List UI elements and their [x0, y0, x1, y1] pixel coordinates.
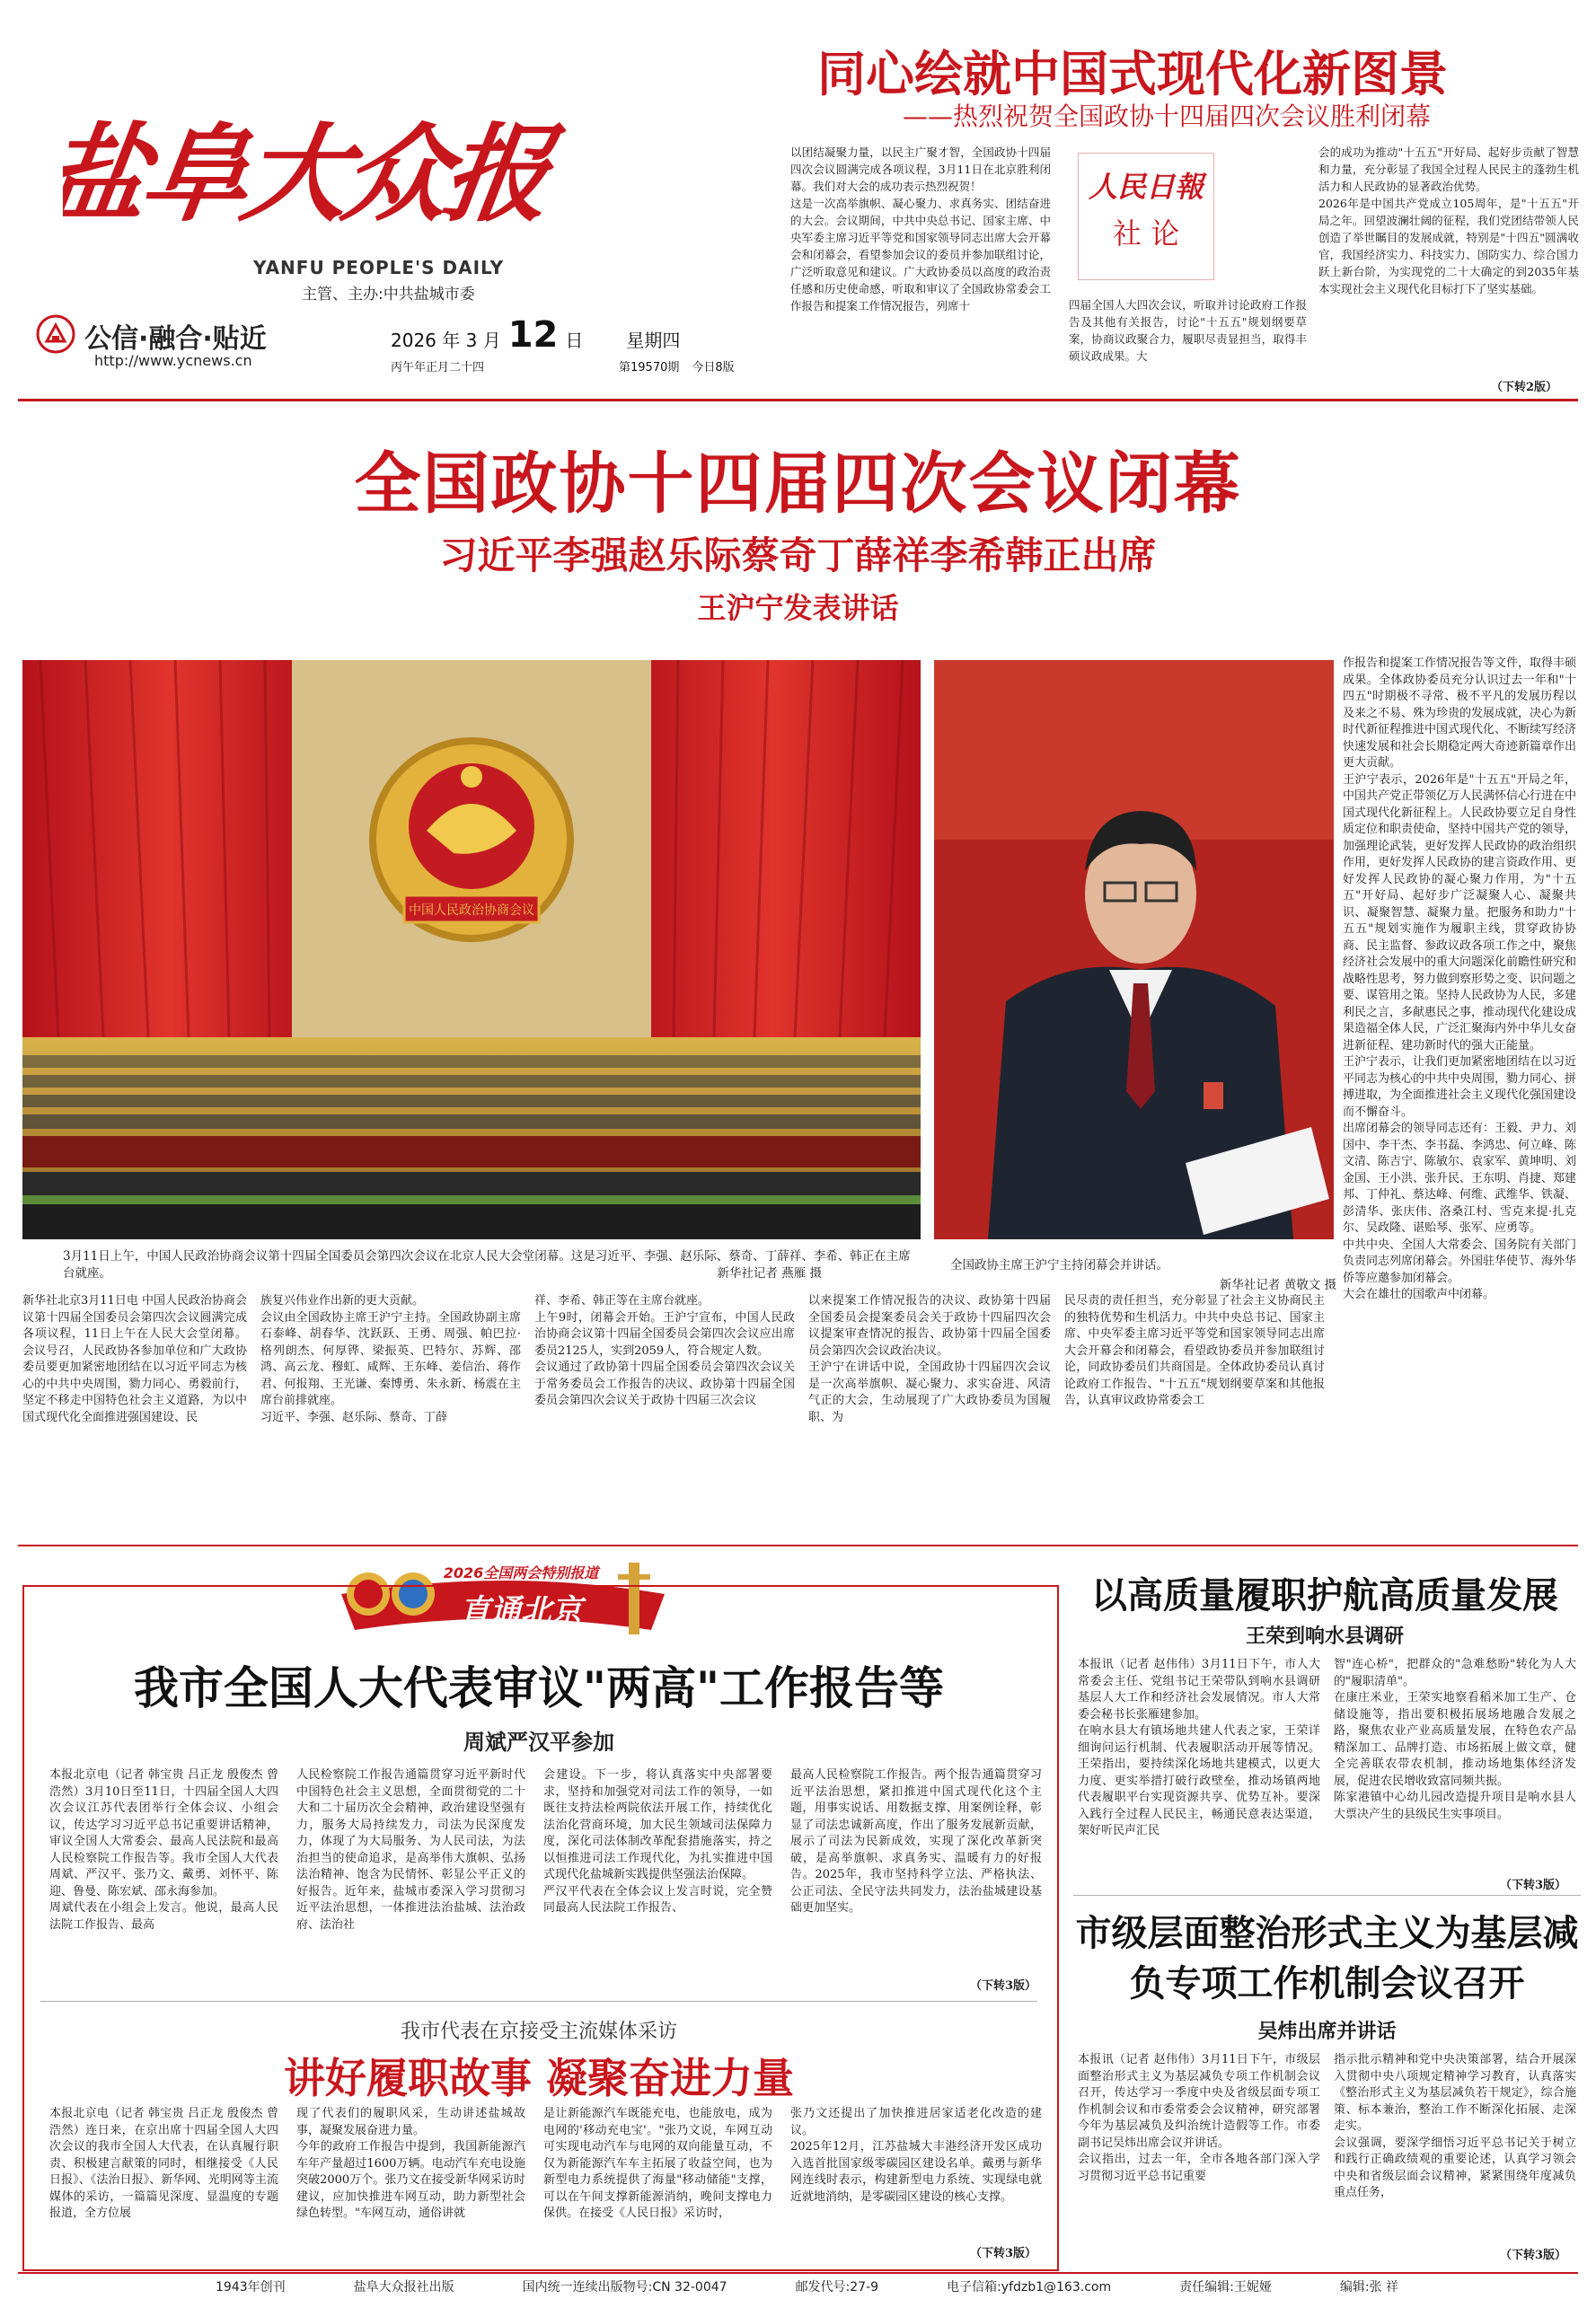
slogan-text: 公信·融合·贴近 — [84, 323, 267, 355]
special-report-headline: 我市全国人大代表审议"两高"工作报告等 — [133, 1662, 945, 1714]
main-story-column-5: 民尽责的责任担当，充分彰显了社会主义协商民主的独特优势和生机活力。中共中央总书记、国家主席、中央军委主席习近平等党和国家领导同志出席大会开幕会和闭幕会，看望政协委员并参加联组讨论，同政协委员们共商国是。全体政协委员认真讨论政府工作报告、"十五五"规划纲要草案和其他报告，认真审议政协常委会工 — [1064, 1294, 1325, 1407]
editorial-continued: （下转2版） — [1491, 381, 1558, 394]
date-suffix: 日 — [565, 330, 584, 351]
photo-wang-huning-speaking — [934, 660, 1334, 1239]
footer-divider — [18, 2272, 1578, 2274]
main-subhead-1: 习近平李强赵乐际蔡奇丁薛祥李希韩正出席 — [439, 533, 1157, 577]
interview-column-3: 是让新能源汽车既能充电，也能放电，成为电网的'移动充电宝'。"张乃文说，车网互动可实现电动汽车与电网的双向能量互动，不仅为新能源汽车车主拓展了收益空间，也为新型电力系统提供了海量"移动储能"支撑，可以在午间支撑新能源消纳，晚间支撑电力保供。在接受《人民日报》采访时， — [543, 2107, 772, 2220]
editorial-badge — [1078, 153, 1214, 280]
website-link[interactable]: http://www.ycnews.cn — [94, 352, 252, 369]
special-report-subhead: 周斌严汉平参加 — [463, 1730, 614, 1755]
editorial-badge-label: 社 论 — [1112, 216, 1180, 251]
slogan-block — [36, 314, 267, 357]
section-divider — [18, 1545, 1578, 1546]
photo1-credit: 新华社记者 燕雁 摄 — [717, 1266, 822, 1281]
special-report-column-2: 人民检察院工作报告通篇贯穿习近平新时代中国特色社会主义思想，全面贯彻党的二十大和二十届历次全会精神，政治建设坚强有力，服务大局持续发力，司法为民深度发力，体现了为大局服务、为人民司法，为法治担当的使命追求，是高举伟大旗帜、弘扬法治精神、饱含为民情怀、彰显公平正义的好报告。近年来，盐城市委深入学习贯彻习近平法治思想，一体推进法治盐城、法治政府、法治社 — [296, 1768, 525, 1932]
right-story1-subhead: 王荣到响水县调研 — [1245, 1625, 1404, 1648]
right-story1-column-2: 智"连心桥"，把群众的"急难愁盼"转化为人大的"履职清单"。 在康庄米业，王荣实地察看稻米加工生产、仓储设施等，指出要积极拓展场地融合发展之路，聚焦农业产业高质量发展，在特色农产品精深加工、品牌打造、市场拓展上做文章，健全完善联农带农机制，推动场地集体经济发展，促进农民增收致富同频共振。 陈家港镇中心幼儿园改造提升项目是响水县人大票决产生的县级民生实事项目。 — [1334, 1658, 1576, 1821]
banner-main-text: 直通北京 — [460, 1593, 582, 1629]
footer-editor: 责任编辑:王妮娅 — [1179, 2280, 1272, 2295]
interview-column-1: 本报北京电（记者 韩宝贵 吕正龙 殷俊杰 曾浩然）连日来，在京出席十四届全国人大四次会议的我市全国人大代表，在认真履行职责、积极建言献策的同时，相继接受《人民日报》、《法治日报》、新华网、光明网等主流媒体的采访，一篇篇见深度、显温度的专题报道，全方位展 — [49, 2107, 278, 2220]
footer-cn-number: 国内统一连续出版物号:CN 32-0047 — [522, 2280, 727, 2295]
footer-bar — [18, 2277, 1578, 2295]
footer-publisher: 盐阜大众报社出版 — [353, 2280, 454, 2295]
editorial-column-3: 会的成功为推动"十五五"开好局、起好步贡献了智慧和力量，充分彰显了我国全过程人民民主的蓬勃生机活力和人民政协的显著政治优势。 2026年是中国共产党成立105周年，是"十五五"开局之年。回望波澜壮阔的征程，我们党团结带领人民创造了举世瞩目的发展成就，特别是"十四五"圆满收官，我国经济实力、科技实力、国防实力、综合国力跃上新台阶，为实现党的二十大确定的到2035年基本实现社会主义现代化目标打下了坚实基础。 — [1318, 145, 1579, 295]
interview-column-4: 张乃文还提出了加快推进居家适老化改造的建议。 2025年12月，江苏盐城大丰港经济开发区成功入选首批国家级零碳园区建设名单。戴勇与新华网连线时表示，构建新型电力系统、实现绿电就近就地消纳，是零碳园区建设的核心支撑。 — [790, 2107, 1042, 2204]
right-story2-subhead: 吴炜出席并讲话 — [1257, 2021, 1397, 2043]
right-story1-headline: 以高质量履职护航高质量发展 — [1091, 1575, 1558, 1616]
date-prefix: 2026 年 3 月 — [391, 330, 501, 351]
weekday: 星期四 — [626, 330, 681, 351]
page-count: 今日8版 — [692, 361, 735, 374]
main-story-column-6: 作报告和提案工作情况报告等文件，取得丰硕成果。全体政协委员充分认识过去一年和"十四五"时期极不寻常、极不平凡的发展历程以及来之不易、殊为珍贵的发展成就，决心为新时代新征程推进中国式现代化、不断续写经济快速发展和社会长期稳定两大奇迹新篇章作出更大贡献。 王沪宁表示，2026年是"十五五"开局之年，中国共产党正带领亿万人民满怀信心行进在中国式现代化新征程上。人民政协要立足自身性质定位和职责使命，坚持中国共产党的领导，加强理论武装，更好发挥人民政协的政治组织作用，更好发挥人民政协的建言资政作用、更好发挥人民政协的凝心聚力作用，为"十五五"开好局、起好步广泛凝聚人心、凝聚共识、凝聚智慧、凝聚力量。把服务和助力"十五五"规划实施作为履职主线，贯穿政协协商、民主监督、参政议政各项工作之中，聚焦经济社会发展中的重大问题深化前瞻性研究和战略性思考，努力做到察形势之变、识问题之要、谋管用之策。坚持人民政协为人民，多建利民之言，多献惠民之事，推动现代化建设成果造福全体人民，广泛汇聚海内外中华儿女奋进新征程、建功新时代的强大正能量。 王沪宁表示，让我们更加紧密地团结在以习近平同志为核心的中共中央周围，勠力同心、拼搏进取，为全面推进社会主义现代化强国建设而不懈奋斗。 出席闭幕会的领导同志还有：王毅、尹力、刘国中、李干杰、李书磊、李鸿忠、何立峰、陈文清、陈吉宁、陈敏尔、袁家军、黄坤明、刘金国、王小洪、张升民、王东明、肖捷、郑建邦、丁仲礼、蔡达峰、何维、武维华、铁凝、彭清华、张庆伟、洛桑江村、雪克来提·扎克尔、吴政隆、谌贻琴、张军、应勇等。 中共中央、全国人大常委会、国务院有关部门负责同志列席闭幕会。外国驻华使节、海外华侨等应邀参加闭幕会。 大会在雄壮的国歌声中闭幕。 — [1343, 656, 1576, 1301]
main-story-column-1: 新华社北京3月11日电 中国人民政治协商会议第十四届全国委员会第四次会议圆满完成各项议程，11日上午在人民大会堂闭幕。会议号召，人民政协各参加单位和广大政协委员要更加紧密地团结在以习近平同志为核心的中共中央周围，勠力同心、勇毅前行，坚定不移走中国特色社会主义道路，为以中国式现代化全面推进强国建设、民 — [22, 1294, 247, 1424]
cppcc-emblem-icon — [373, 741, 570, 938]
dateline — [391, 314, 735, 374]
right-story1-continued: （下转3版） — [1500, 1879, 1567, 1892]
footer-founded: 1943年创刊 — [216, 2280, 286, 2295]
main-headline: 全国政协十四届四次会议闭幕 — [354, 445, 1242, 523]
right-story2-continued: （下转3版） — [1500, 2249, 1567, 2262]
photo1-caption — [63, 1248, 921, 1282]
right-story2-headline: 市级层面整治形式主义为基层减负专项工作机制会议召开 — [1075, 1913, 1579, 2004]
publisher-logo-icon — [36, 314, 75, 357]
interview-headline: 讲好履职故事 凝聚奋进力量 — [283, 2054, 794, 2102]
photo2-credit: 新华社记者 黄敬文 摄 — [1219, 1278, 1336, 1292]
editorial-headline: 同心绘就中国式现代化新图景 — [817, 46, 1448, 102]
masthead-calligraphy-title — [63, 27, 566, 251]
editorial-column-1: 以团结凝聚力量，以民主广聚才智，全国政协十四届四次会议圆满完成各项议程，3月11日在北京胜利闭幕。我们对大会的成功表示热烈祝贺！ 这是一次高举旗帜、凝心聚力、求真务实、团结奋进的大会。会议期间，中共中央总书记、国家主席、中央军委主席习近平等党和国家领导同志出席大会开幕会和闭幕会，看望参加会议的委员并参加联组讨论，广泛听取意见和建议。广大政协委员以高度的政治责任感和历史使命感，听取和审议了全国政协常委会工作报告和提案工作情况报告，列席十 — [790, 145, 1051, 313]
photo-closing-session-hall — [22, 660, 921, 1239]
footer-email[interactable]: 电子信箱:yfdzb1@163.com — [947, 2280, 1112, 2295]
photo1-caption-text: 3月11日上午，中国人民政治协商会议第十四届全国委员会第四次会议在北京人民大会堂闭幕。这是习近平、李强、赵乐际、蔡奇、丁薛祥、李希、韩正在主席台就座。 — [63, 1249, 911, 1281]
special-report-column-1: 本报北京电（记者 韩宝贵 吕正龙 殷俊杰 曾浩然）3月10日至11日，十四届全国人大四次会议江苏代表团举行全体会议、小组会议，传达学习习近平总书记重要讲话精神，审议全国人大常委会、最高人民法院和最高人民检察院工作报告等。我市全国人大代表周斌、严汉平、张乃文、戴勇、刘怀平、陈迎、鲁曼、陈宏斌、邵永海参加。 周斌代表在小组会上发言。他说，最高人民法院工作报告、最高 — [49, 1768, 278, 1932]
special-report-continued: （下转3版） — [970, 1979, 1037, 1993]
masthead-divider — [18, 399, 1578, 401]
right-story1-column-1: 本报讯（记者 赵伟伟）3月11日下午，市人大常委会主任、党组书记王荣带队到响水县调研基层人大工作和经济社会发展情况。市人大常委会秘书长张雁建参加。 在响水县大有镇场地共建人代表之家，王荣详细询问运行机制、代表履职活动开展等情况。王荣指出，要持续深化场地共建模式，以更大力度、更实举措打破行政壁垒，推动场镇两地代表履职平台实现资源共享、优势互补。要深入践行全过程人民民主，畅通民意表达渠道，架好听民声汇民 — [1078, 1658, 1320, 1837]
footer-layout-editor: 编辑:张 祥 — [1339, 2280, 1398, 2295]
editorial-subheadline: ——热烈祝贺全国政协十四届四次会议胜利闭幕 — [903, 101, 1432, 131]
photo2-caption-text: 全国政协主席王沪宁主持闭幕会并讲话。 — [950, 1258, 1168, 1273]
editorial-column-2: 四届全国人大四次会议，听取并讨论政府工作报告及其他有关报告，讨论"十五五"规划纲要草案，协商议政聚合力，履职尽责显担当，取得丰硕议政成果。大 — [1069, 298, 1307, 363]
masthead-sponsor: 主管、主办:中共盐城市委 — [302, 286, 475, 304]
special-report-column-3: 会建设。下一步，将认真落实中央部署要求，坚持和加强党对司法工作的领导，一如既往支持法检两院依法开展工作，持续优化法治化营商环境，加大民生领域司法保障力度，深化司法体制改革配套措施落实，持之以恒推进司法工作现代化，为扎实推进中国式现代化盐城新实践提供坚强法治保障。 严汉平代表在全体会议上发言时说，完全赞同最高人民法院工作报告、 — [543, 1768, 772, 1915]
date-day: 12 — [507, 314, 559, 356]
editorial-badge-source: 人民日報 — [1088, 170, 1204, 204]
main-subhead-2: 王沪宁发表讲话 — [697, 591, 899, 625]
interview-continued: （下转3版） — [970, 2247, 1037, 2260]
interview-column-2: 现了代表们的履职风采，生动讲述盐城故事，凝聚发展奋进力量。 今年的政府工作报告中提到，我国新能源汽车年产量超过1600万辆。电动汽车充电设施突破2000万个。张乃文在接受新华网采访时建议，应加快推进车网互动，助力新型社会绿色转型。"车网互动，通俗讲就 — [296, 2107, 525, 2220]
footer-postal-code: 邮发代号:27-9 — [795, 2280, 879, 2295]
right-story2-column-2: 指示批示精神和党中央决策部署，结合开展深入贯彻中央八项规定精神学习教育，认真落实《整治形式主义为基层减负若干规定》，综合施策、标本兼治，整治工作不断深化拓展、走深走实。 会议强调，要深学细悟习近平总书记关于树立和践行正确政绩观的重要论述，认真学习领会中央和省级层面会议精神，紧紧围绕年度减负重点任务， — [1334, 2053, 1576, 2199]
main-story-column-3: 祥、李希、韩正等在主席台就座。 上午9时，闭幕会开始。王沪宁宣布，中国人民政治协商会议第十四届全国委员会第四次会议应出席委员2125人，实到2059人，符合规定人数。 会议通过了政协第十四届全国委员会第四次会议关于常务委员会工作报告的决议、政协第十四届全国委员会第四次会议关于政协十四届三次会议 — [534, 1294, 795, 1407]
interview-kicker: 我市代表在京接受主流媒体采访 — [400, 2021, 677, 2043]
right-stories-divider — [1073, 1895, 1581, 1896]
banner-top-text: 2026全国两会特别报道 — [443, 1564, 599, 1581]
main-story-column-2: 族复兴伟业作出新的更大贡献。 会议由全国政协主席王沪宁主持。全国政协副主席石泰峰、胡春华、沈跃跃、王勇、周强、帕巴拉·格列朗杰、何厚铧、梁振英、巴特尔、苏辉、邵鸿、高云龙、穆虹、咸辉、王东峰、姜信治、蒋作君、何报翔、王光谦、秦博勇、朱永新、杨震在主席台前排就座。 习近平、李强、赵乐际、蔡奇、丁薛 — [260, 1294, 521, 1424]
special-report-inner-divider — [40, 2001, 1037, 2002]
lunar-date: 丙午年正月二十四 — [391, 361, 485, 374]
masthead-english-title: YANFU PEOPLE'S DAILY — [253, 257, 505, 278]
photo2-caption — [950, 1255, 1336, 1295]
right-story2-column-1: 本报讯（记者 赵伟伟）3月11日下午，市级层面整治形式主义为基层减负专项工作机制会议召开，传达学习一季度中央及省级层面专项工作机制会议和市委常委会会议精神，研究部署今年为基层减负及纠治统计造假等工作。市委副书记吴炜出席会议并讲话。 会议指出，过去一年，全市各地各部门深入学习贯彻习近平总书记重要 — [1078, 2053, 1320, 2183]
emblem-ribbon-text: 中国人民政治协商会议 — [409, 903, 534, 918]
issue-number: 第19570期 — [619, 361, 680, 374]
masthead-title-text: 盐阜大众报 — [63, 111, 554, 236]
special-report-column-4: 最高人民检察院工作报告。两个报告通篇贯穿习近平法治思想，紧扣推进中国式现代化这个主题，用事实说话、用数据支撑、用案例诠释，彰显了司法忠诚新高度，作出了服务发展新贡献，展示了司法为民新成效，实现了深化改革新突破，是高举旗帜、求真务实、温暖有力的好报告。2025年，我市坚持科学立法、严格执法、公正司法、全民守法共同发力，法治盐城建设基础更加坚实。 — [790, 1768, 1042, 1915]
main-story-column-4: 以来提案工作情况报告的决议、政协第十四届全国委员会提案委员会关于政协十四届四次会议提案审查情况的报告、政协第十四届全国委员会第四次会议政治决议。 王沪宁在讲话中说，全国政协十四届四次会议是一次高举旗帜、凝心聚力、求实奋进、风清气正的大会，生动展现了广大政协委员为国履职、为 — [808, 1294, 1051, 1424]
